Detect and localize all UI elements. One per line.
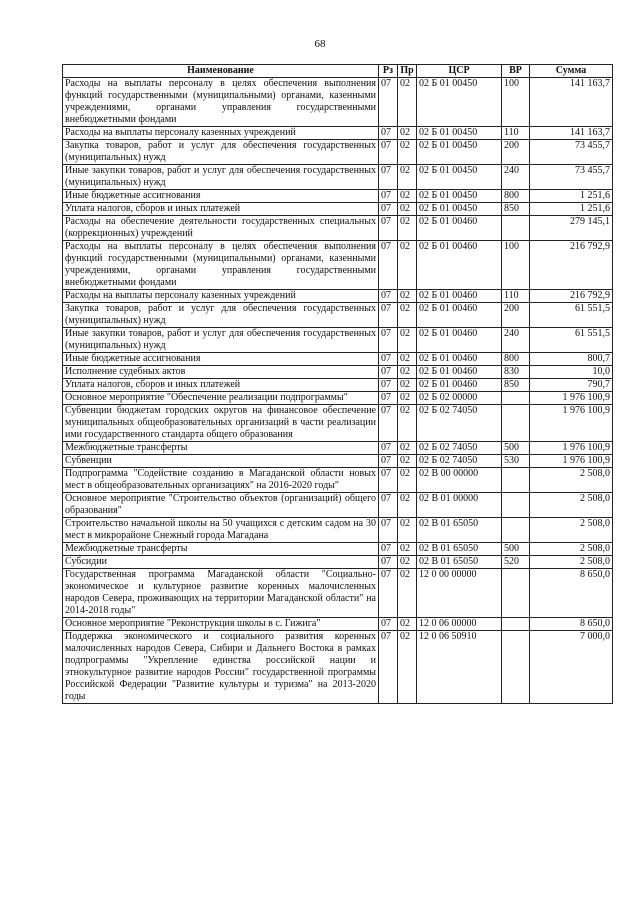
cell-sum: 1 251,6: [530, 203, 613, 216]
table-row: [63, 165, 613, 190]
cell-csr: 02 Б 01 00460: [417, 328, 502, 353]
cell-sum: 1 976 100,9: [530, 455, 613, 468]
cell-pr: 02: [398, 518, 417, 543]
header-sum: Сумма: [530, 65, 613, 78]
table-row: [63, 203, 613, 216]
cell-csr: 02 Б 02 74050: [417, 455, 502, 468]
cell-csr: 02 Б 01 00460: [417, 353, 502, 366]
cell-pr: 02: [398, 216, 417, 241]
cell-name: Расходы на выплаты персоналу казенных учреждений: [63, 290, 379, 303]
cell-name: Основное мероприятие "Строительство объектов (организаций) общего образования": [63, 493, 379, 518]
table-row: [63, 631, 613, 704]
cell-name: Иные закупки товаров, работ и услуг для обеспечения государственных (муниципальных) нужд: [63, 165, 379, 190]
cell-sum: 216 792,9: [530, 241, 613, 290]
page-number: 68: [314, 38, 326, 50]
table-header-row: [63, 65, 613, 78]
cell-sum: 8 650,0: [530, 569, 613, 618]
cell-name: Расходы на выплаты персоналу в целях обеспечения выполнения функций государственными (муниципальными) органами, казенными учреждениями, органами управления государственными внебюджетными фондами: [63, 241, 379, 290]
cell-sum: 2 508,0: [530, 543, 613, 556]
cell-pr: 02: [398, 442, 417, 455]
cell-pr: 02: [398, 366, 417, 379]
table-row: [63, 392, 613, 405]
cell-csr: 02 Б 02 74050: [417, 442, 502, 455]
cell-csr: 12 0 06 50910: [417, 631, 502, 704]
header-pr: Пр: [398, 65, 417, 78]
table-row: [63, 190, 613, 203]
cell-sum: 790,7: [530, 379, 613, 392]
cell-rz: 07: [379, 455, 398, 468]
cell-rz: 07: [379, 241, 398, 290]
cell-csr: 02 В 01 65050: [417, 543, 502, 556]
table-row: [63, 556, 613, 569]
cell-csr: 02 Б 01 00450: [417, 203, 502, 216]
cell-csr: 02 Б 02 00000: [417, 392, 502, 405]
cell-pr: 02: [398, 290, 417, 303]
cell-sum: 7 000,0: [530, 631, 613, 704]
cell-name: Иные закупки товаров, работ и услуг для обеспечения государственных (муниципальных) нужд: [63, 328, 379, 353]
cell-pr: 02: [398, 78, 417, 127]
cell-rz: 07: [379, 353, 398, 366]
header-name: Наименование: [63, 65, 379, 78]
header-csr: ЦСР: [417, 65, 502, 78]
cell-csr: 02 В 01 65050: [417, 556, 502, 569]
cell-name: Закупка товаров, работ и услуг для обеспечения государственных (муниципальных) нужд: [63, 303, 379, 328]
cell-name: Расходы на выплаты персоналу казенных учреждений: [63, 127, 379, 140]
cell-rz: 07: [379, 290, 398, 303]
cell-rz: 07: [379, 303, 398, 328]
cell-sum: 279 145,1: [530, 216, 613, 241]
table-row: [63, 78, 613, 127]
cell-sum: 2 508,0: [530, 468, 613, 493]
cell-name: Государственная программа Магаданской области "Социально-экономическое и культурное развитие коренных малочисленных народов Севера, проживающих на территории Магаданской области" на 2014-2018 годы": [63, 569, 379, 618]
cell-vr: 530: [502, 455, 530, 468]
budget-table: [62, 64, 613, 704]
cell-vr: [502, 392, 530, 405]
cell-csr: 02 Б 01 00450: [417, 165, 502, 190]
cell-vr: 830: [502, 366, 530, 379]
cell-sum: 2 508,0: [530, 493, 613, 518]
table-row: [63, 328, 613, 353]
table-row: [63, 493, 613, 518]
cell-vr: 520: [502, 556, 530, 569]
cell-name: Строительство начальной школы на 50 учащихся с детским садом на 30 мест в микрорайоне Снежный города Магадана: [63, 518, 379, 543]
cell-rz: 07: [379, 618, 398, 631]
cell-csr: 02 Б 01 00450: [417, 140, 502, 165]
table-row: [63, 353, 613, 366]
table-row: [63, 442, 613, 455]
cell-name: Межбюджетные трансферты: [63, 442, 379, 455]
cell-pr: 02: [398, 379, 417, 392]
cell-name: Исполнение судебных актов: [63, 366, 379, 379]
cell-csr: 02 В 00 00000: [417, 468, 502, 493]
cell-pr: 02: [398, 140, 417, 165]
cell-vr: 100: [502, 241, 530, 290]
cell-sum: 8 650,0: [530, 618, 613, 631]
cell-sum: 61 551,5: [530, 328, 613, 353]
cell-sum: 800,7: [530, 353, 613, 366]
cell-vr: 800: [502, 353, 530, 366]
cell-name: Поддержка экономического и социального развития коренных малочисленных народов Севера, Сибири и Дальнего Востока в рамках подпрограммы "Укрепление единства российской нации и этнокультурное развитие народов России" государственной программы Российской Федерации "Развитие культуры и туризма" на 2013-2020 годы: [63, 631, 379, 704]
cell-sum: 216 792,9: [530, 290, 613, 303]
cell-vr: [502, 468, 530, 493]
cell-vr: 850: [502, 379, 530, 392]
cell-sum: 73 455,7: [530, 165, 613, 190]
cell-rz: 07: [379, 203, 398, 216]
cell-rz: 07: [379, 468, 398, 493]
cell-rz: 07: [379, 569, 398, 618]
cell-vr: [502, 631, 530, 704]
cell-pr: 02: [398, 405, 417, 442]
cell-csr: 02 Б 01 00460: [417, 366, 502, 379]
cell-pr: 02: [398, 556, 417, 569]
cell-vr: [502, 493, 530, 518]
cell-csr: 02 В 01 00000: [417, 493, 502, 518]
cell-csr: 02 Б 02 74050: [417, 405, 502, 442]
cell-name: Расходы на выплаты персоналу в целях обеспечения выполнения функций государственными (муниципальными) органами, казенными учреждениями, органами управления государственными внебюджетными фондами: [63, 78, 379, 127]
cell-vr: 100: [502, 78, 530, 127]
cell-csr: 02 Б 01 00450: [417, 190, 502, 203]
cell-rz: 07: [379, 442, 398, 455]
cell-sum: 2 508,0: [530, 556, 613, 569]
table-row: [63, 303, 613, 328]
cell-csr: 02 Б 01 00460: [417, 216, 502, 241]
cell-name: Уплата налогов, сборов и иных платежей: [63, 379, 379, 392]
cell-name: Субсидии: [63, 556, 379, 569]
cell-csr: 02 Б 01 00450: [417, 127, 502, 140]
cell-name: Иные бюджетные ассигнования: [63, 190, 379, 203]
table-row: [63, 290, 613, 303]
cell-sum: 1 976 100,9: [530, 405, 613, 442]
cell-pr: 02: [398, 493, 417, 518]
table-row: [63, 366, 613, 379]
table-row: [63, 241, 613, 290]
table-row: [63, 618, 613, 631]
cell-csr: 02 Б 01 00460: [417, 379, 502, 392]
cell-vr: [502, 216, 530, 241]
cell-csr: 02 Б 01 00450: [417, 78, 502, 127]
cell-pr: 02: [398, 190, 417, 203]
cell-pr: 02: [398, 303, 417, 328]
cell-pr: 02: [398, 618, 417, 631]
cell-pr: 02: [398, 165, 417, 190]
cell-name: Субвенции: [63, 455, 379, 468]
cell-csr: 02 Б 01 00460: [417, 241, 502, 290]
header-rz: Рз: [379, 65, 398, 78]
cell-rz: 07: [379, 556, 398, 569]
cell-pr: 02: [398, 241, 417, 290]
cell-csr: 12 0 06 00000: [417, 618, 502, 631]
cell-vr: [502, 569, 530, 618]
cell-vr: 110: [502, 127, 530, 140]
cell-name: Закупка товаров, работ и услуг для обеспечения государственных (муниципальных) нужд: [63, 140, 379, 165]
table-row: [63, 140, 613, 165]
cell-rz: 07: [379, 392, 398, 405]
cell-vr: 800: [502, 190, 530, 203]
cell-name: Уплата налогов, сборов и иных платежей: [63, 203, 379, 216]
cell-name: Основное мероприятие "Обеспечение реализации подпрограммы": [63, 392, 379, 405]
cell-rz: 07: [379, 366, 398, 379]
cell-sum: 1 976 100,9: [530, 442, 613, 455]
cell-name: Подпрограмма "Содействие созданию в Магаданской области новых мест в общеобразовательных организациях" на 2016-2020 годы": [63, 468, 379, 493]
cell-sum: 73 455,7: [530, 140, 613, 165]
cell-sum: 61 551,5: [530, 303, 613, 328]
cell-sum: 1 251,6: [530, 190, 613, 203]
cell-rz: 07: [379, 190, 398, 203]
cell-vr: 240: [502, 328, 530, 353]
cell-rz: 07: [379, 216, 398, 241]
cell-sum: 141 163,7: [530, 78, 613, 127]
cell-vr: [502, 618, 530, 631]
cell-pr: 02: [398, 543, 417, 556]
table-row: [63, 543, 613, 556]
cell-vr: 200: [502, 303, 530, 328]
cell-rz: 07: [379, 165, 398, 190]
table-row: [63, 455, 613, 468]
cell-rz: 07: [379, 493, 398, 518]
cell-sum: 1 976 100,9: [530, 392, 613, 405]
cell-pr: 02: [398, 203, 417, 216]
table-body: [63, 78, 613, 704]
cell-csr: 02 Б 01 00460: [417, 290, 502, 303]
cell-pr: 02: [398, 569, 417, 618]
cell-rz: 07: [379, 543, 398, 556]
table-row: [63, 405, 613, 442]
cell-vr: 850: [502, 203, 530, 216]
table-row: [63, 216, 613, 241]
cell-rz: 07: [379, 78, 398, 127]
table-row: [63, 127, 613, 140]
cell-name: Иные бюджетные ассигнования: [63, 353, 379, 366]
cell-name: Расходы на обеспечение деятельности государственных специальных (коррекционных) учреждений: [63, 216, 379, 241]
cell-rz: 07: [379, 127, 398, 140]
cell-csr: 02 Б 01 00460: [417, 303, 502, 328]
cell-name: Межбюджетные трансферты: [63, 543, 379, 556]
cell-pr: 02: [398, 328, 417, 353]
cell-vr: 500: [502, 543, 530, 556]
cell-pr: 02: [398, 631, 417, 704]
cell-rz: 07: [379, 379, 398, 392]
table-row: [63, 518, 613, 543]
cell-name: Основное мероприятие "Реконструкция школы в с. Гижига": [63, 618, 379, 631]
cell-pr: 02: [398, 455, 417, 468]
cell-vr: [502, 405, 530, 442]
cell-csr: 02 В 01 65050: [417, 518, 502, 543]
table-row: [63, 569, 613, 618]
cell-pr: 02: [398, 353, 417, 366]
cell-pr: 02: [398, 127, 417, 140]
cell-sum: 2 508,0: [530, 518, 613, 543]
cell-pr: 02: [398, 392, 417, 405]
cell-pr: 02: [398, 468, 417, 493]
cell-name: Субвенции бюджетам городских округов на финансовое обеспечение муниципальных общеобразовательных организаций в части реализации ими государственного стандарта общего образования: [63, 405, 379, 442]
cell-sum: 141 163,7: [530, 127, 613, 140]
cell-vr: 240: [502, 165, 530, 190]
header-vr: ВР: [502, 65, 530, 78]
cell-rz: 07: [379, 518, 398, 543]
cell-vr: [502, 518, 530, 543]
cell-rz: 07: [379, 140, 398, 165]
table-row: [63, 379, 613, 392]
cell-vr: 110: [502, 290, 530, 303]
cell-csr: 12 0 00 00000: [417, 569, 502, 618]
cell-rz: 07: [379, 328, 398, 353]
cell-vr: 500: [502, 442, 530, 455]
table-row: [63, 468, 613, 493]
cell-vr: 200: [502, 140, 530, 165]
cell-rz: 07: [379, 631, 398, 704]
cell-rz: 07: [379, 405, 398, 442]
cell-sum: 10,0: [530, 366, 613, 379]
